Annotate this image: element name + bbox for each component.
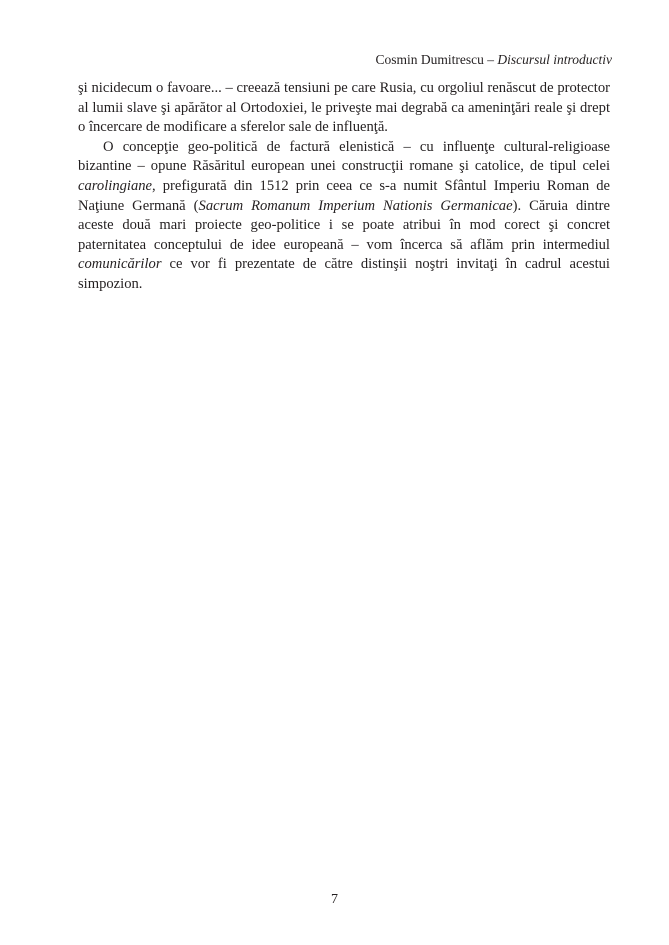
italic-term-carolingiane: carolingiane (78, 177, 153, 194)
header-author: Cosmin Dumitrescu (375, 52, 484, 67)
paragraph-text: ). Căruia dintre aceste două mari proiecte geo-politice i se poate atribui în mod corect şi concret paternitatea conceptului de idee europeană – vom încerca să aflăm prin intermediul (78, 197, 610, 253)
paragraph-continuation (78, 79, 610, 138)
paragraph-text: O concepţie geo-politică de factură elenistică – cu influenţe cultural-religioase bizantine – opune Răsăritul european unei construcţii romane şi catolice, de tipul celei (78, 138, 610, 175)
running-header (376, 51, 613, 69)
italic-term-comunicarilor: comunicărilor (78, 256, 162, 273)
body-text (78, 79, 610, 295)
paragraph-text: şi nicidecum o favoare... – creează tensiuni pe care Rusia, cu orgoliul renăscut de protector al lumii slave şi apărător al Ortodoxiei, le priveşte mai degrabă ca ameninţări reale şi drept o încercare de modificare a sferelor sale de influenţă. (78, 80, 610, 136)
header-separator: – (483, 52, 498, 67)
paragraph-text: , prefigurată din 1512 prin ceea ce s-a numit Sfântul Imperiu Roman de Naţiune Germană ( (78, 177, 610, 214)
page-number: 7 (331, 892, 338, 907)
italic-term-latin-title: Sacrum Romanum Imperium Nationis Germanicae (198, 197, 513, 214)
header-title: Discursul introductiv (497, 52, 612, 67)
paragraph-geopolitics (78, 138, 610, 295)
paragraph-text: ce vor fi prezentate de către distinşii noştri invitaţi în cadrul acestui simpozion. (78, 256, 610, 292)
